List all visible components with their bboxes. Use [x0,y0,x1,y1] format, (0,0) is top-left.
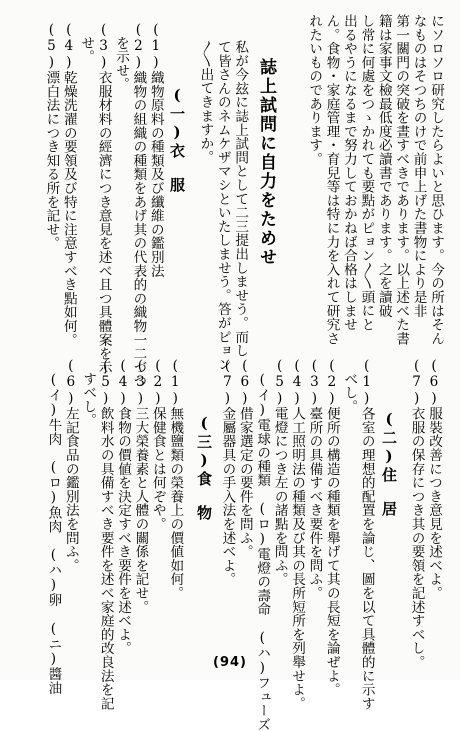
question-line: (6)左記食品の鑑別法を問ふ。 [62,358,79,573]
question-line: (7)金屬器具の手入法を述べよ。 [219,358,236,586]
question-line: (5)漂白法につき知る所を記せ。 [43,22,60,250]
text-line: れたいものであります。 [306,14,323,166]
question-line: (1)無機鹽類の榮養上の價値如何。 [167,358,184,600]
question-line: (2)便所の構造の種類を舉げて其の長短を論ぜよ。 [323,358,340,697]
clothing-questions-continued [407,358,442,669]
food-questions [44,358,184,711]
question-line: (5)飲料水の具備すべき要件を述べ家庭的改良法を記 [97,358,114,711]
text-line: 〳〵出てきますか。 [197,40,214,164]
section-food-title: (三)食 物 [195,414,213,522]
question-line: (5)電燈につき左の諸點を問ふ。 [271,358,288,586]
question-line: (2)保健食とは何ぞや。 [149,358,166,531]
clothing-questions [42,22,164,388]
text-line: 第一關門の突破を晝すべきであります。以上述べた書 [393,14,410,346]
question-line: (6)服裝改善につき意見を述べよ。 [426,358,442,600]
text-line: て皆さんのネムケザマシといたしませう。答がピョン [214,40,231,372]
question-line: べし。 [341,358,358,414]
exam-intro-paragraph [196,40,249,372]
question-line: (4)人工照明法の種類及び其の長所短所を列舉せよ。 [289,358,306,711]
question-line: せ。 [78,22,95,64]
question-line: (2)織物の組織の種類をあげ其の代表的の織物一二づつ [130,22,147,388]
text-line: なものはそつちのけで前申上げた書物により是非 [410,14,427,318]
text-line: 籍は家事文檢最低度必讀書であります。之を讀破 [375,14,392,318]
question-line: (イ)電球の種類 (ロ)電燈の壽命 (ハ)フューズ [254,358,271,731]
question-line: (4)食物の價値を決定すべき要件を述べよ。 [115,358,132,655]
text-line: 出るやうになるまで努力しておかねば合格はしませ [340,14,357,332]
question-line: (7)衣服の保存につき其の要領を記述すべし。 [408,358,425,669]
question-line: (6)借家選定の要件を問ふ。 [236,358,253,559]
page-number: (94) [213,655,247,670]
question-line: (4)乾燥洗濯の要領及び特に注意すべき點如何。 [60,22,77,347]
section-heading: 誌上試問に自力をためせ [256,58,276,267]
text-line: 私が今玆に誌上試問として二三提出しませう。而し [232,40,249,358]
text-line: にソロソロ研究したらよいと思ひます。今の所はそん [428,14,444,346]
question-line: (3)三大榮養素と人體の關係を記せ。 [132,358,149,614]
question-line: を示せ。 [113,22,130,91]
section-housing-title: (二)住 居 [380,410,398,518]
question-line: (1)各室の理想的配置を論じ、圖を以て具體的に示す [358,358,375,711]
question-line: (3)衣服材料の經濟につき意見を述べ且つ具體案を示 [95,22,112,375]
question-line: (3)臺所の具備すべき要件を問ふ。 [306,358,323,600]
question-line: すべし。 [80,358,97,427]
question-line: (1)織物原料の種類及び纖維の鑑別法 [147,22,164,278]
text-line: ん。食物・家庭管理・育兒等は特に力を入れて研究さ [323,14,340,346]
section-clothing-title: (一)衣 服 [168,86,186,194]
text-line: し常に何處をつゝかれても要點がピョン〳〵頭にと [358,14,375,332]
intro-paragraph [305,14,444,346]
question-line: (イ)牛肉 (ロ)魚肉 (ハ)卵 (ニ)醬油 [45,358,62,695]
